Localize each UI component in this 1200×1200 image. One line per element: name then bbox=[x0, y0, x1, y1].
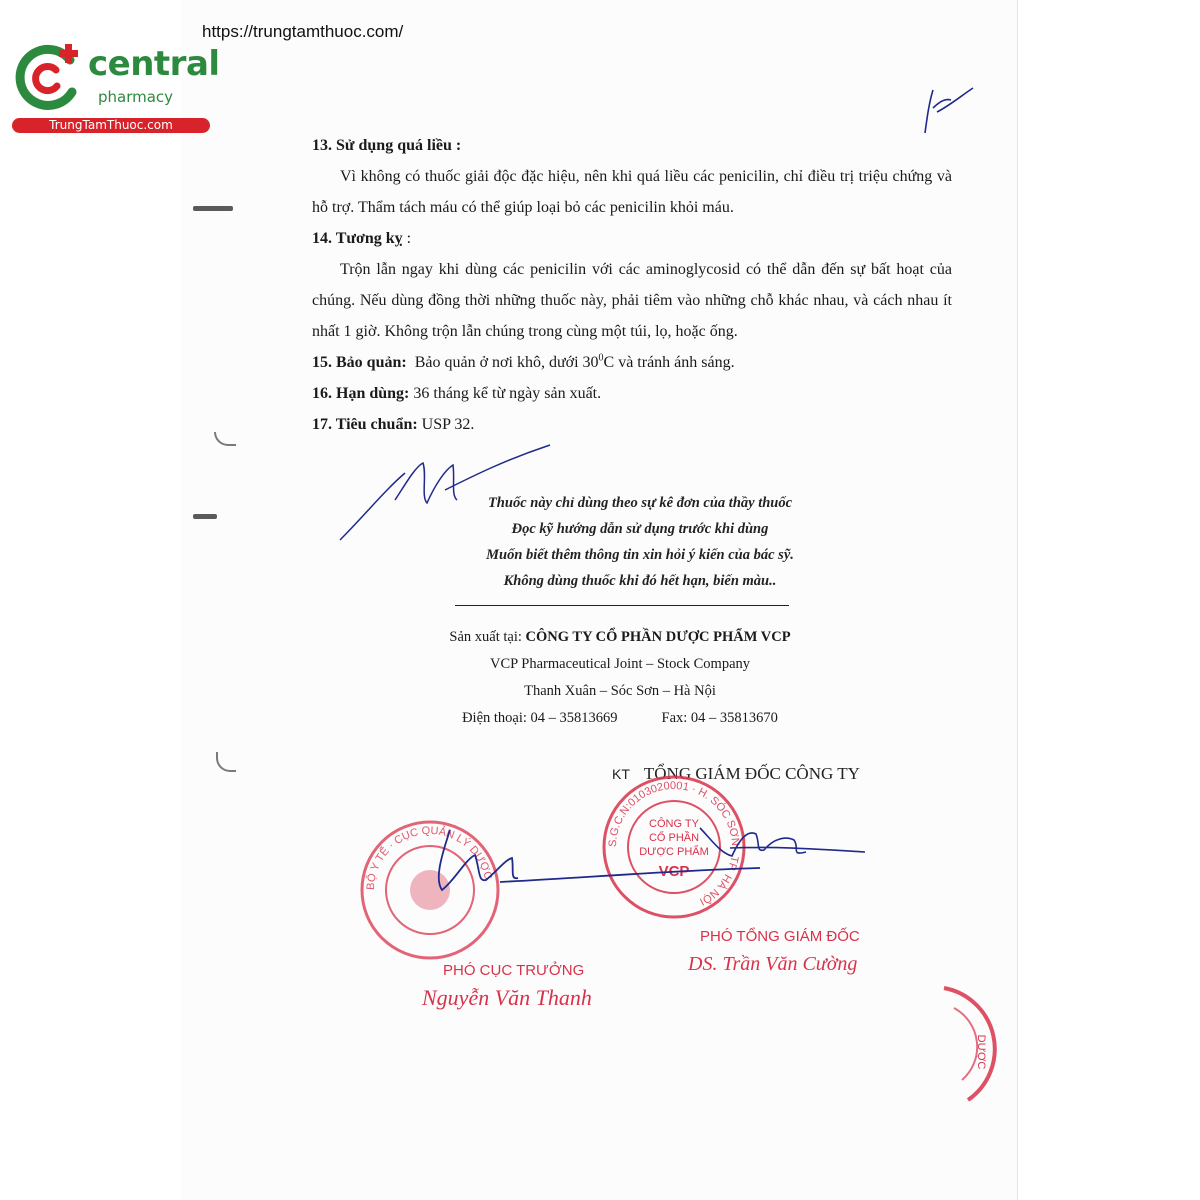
advice-line: Thuốc này chỉ dùng theo sự kê đơn của thầy thuốc bbox=[487, 495, 793, 511]
svg-text:DƯỢC: DƯỢC bbox=[975, 1034, 987, 1070]
expiry-line: 16. Hạn dùng: 36 tháng kể từ ngày sản xuất. bbox=[312, 385, 602, 402]
deputy-director-name: DS. Trần Văn Cường bbox=[688, 953, 858, 975]
svg-text:VCP: VCP bbox=[658, 863, 690, 880]
advice-line: Muốn biết thêm thông tin xin hỏi ý kiến của bác sỹ. bbox=[486, 547, 794, 563]
fax-number: Fax: 04 – 35813670 bbox=[661, 710, 778, 726]
logo-site: TrungTamThuoc.com bbox=[12, 118, 210, 133]
logo-brand: central bbox=[88, 44, 220, 84]
advice-block bbox=[440, 490, 840, 594]
deputy-head-title: PHÓ CỤC TRƯỞNG bbox=[443, 962, 585, 979]
section-heading: 14. Tương kỵ : bbox=[312, 230, 412, 247]
logo-sub: pharmacy bbox=[98, 88, 174, 106]
section-heading: 13. Sử dụng quá liều : bbox=[312, 137, 462, 154]
initials-signature bbox=[915, 78, 985, 138]
central-pharmacy-logo[interactable] bbox=[10, 40, 220, 135]
svg-text:BỘ Y TẾ · CỤC QUẢN LÝ DƯỢC: BỘ Y TẾ · CỤC QUẢN LÝ DƯỢC bbox=[364, 824, 494, 891]
advice-line: Đọc kỹ hướng dẫn sử dụng trước khi dùng bbox=[511, 521, 769, 537]
svg-text:CÔNG TY: CÔNG TY bbox=[649, 818, 699, 830]
divider bbox=[455, 605, 789, 606]
advice-line: Không dùng thuốc khi đó hết hạn, biến màu.. bbox=[503, 573, 777, 589]
section-text: Trộn lẫn ngay khi dùng các penicilin với các aminoglycosid có thể dẫn đến sự bất hoạt của chúng. Nếu dùng đồng thời những thuốc này, phải tiêm vào những chỗ khác nhau, và cách nhau ít nhất 1 giờ. Không trộn lẫn chúng trong cùng một túi, lọ, hoặc ống. bbox=[312, 261, 952, 340]
section-text: Vì không có thuốc giải độc đặc hiệu, nên khi quá liều các penicilin, chỉ điều trị triệu chứng và hỗ trợ. Thẩm tách máu có thể giúp loại bỏ các penicilin khỏi máu. bbox=[312, 168, 952, 216]
binder-mark bbox=[193, 514, 217, 519]
svg-text:DƯỢC PHẨM: DƯỢC PHẨM bbox=[639, 846, 709, 858]
deputy-director-title: PHÓ TỔNG GIÁM ĐỐC bbox=[700, 928, 860, 945]
deputy-head-name: Nguyễn Văn Thanh bbox=[422, 985, 592, 1010]
phone-number: Điện thoại: 04 – 35813669 bbox=[462, 710, 618, 726]
manufacturer-block bbox=[400, 624, 840, 732]
svg-text:CỔ PHẦN: CỔ PHẦN bbox=[648, 832, 700, 844]
contact-line bbox=[400, 705, 840, 732]
standard-line: 17. Tiêu chuẩn: USP 32. bbox=[312, 416, 475, 433]
director-signature bbox=[690, 808, 870, 868]
logo-mark-icon bbox=[10, 40, 88, 118]
document-body bbox=[312, 130, 952, 440]
corner-stamp-icon bbox=[938, 980, 998, 1110]
svg-text:S.G.C.N:0103020001 · H. SÓC SƠ: S.G.C.N:0103020001 · H. SÓC SƠN · TP. HÀ NỘI bbox=[606, 779, 742, 908]
manufacturer-en: VCP Pharmaceutical Joint – Stock Company bbox=[489, 656, 751, 672]
manufacturer-address: Thanh Xuân – Sóc Sơn – Hà Nội bbox=[524, 683, 716, 699]
director-title: KT TỔNG GIÁM ĐỐC CÔNG TY bbox=[612, 764, 860, 783]
storage-line: 15. Bảo quản: Bảo quản ở nơi khô, dưới $30^0C$ và tránh ánh sáng. bbox=[312, 352, 735, 371]
manufacturer-line: Sản xuất tại: CÔNG TY CỔ PHẦN DƯỢC PHẨM VCP bbox=[449, 629, 791, 645]
binder-mark bbox=[193, 206, 233, 211]
page-url[interactable]: https://trungtamthuoc.com/ bbox=[202, 22, 404, 41]
